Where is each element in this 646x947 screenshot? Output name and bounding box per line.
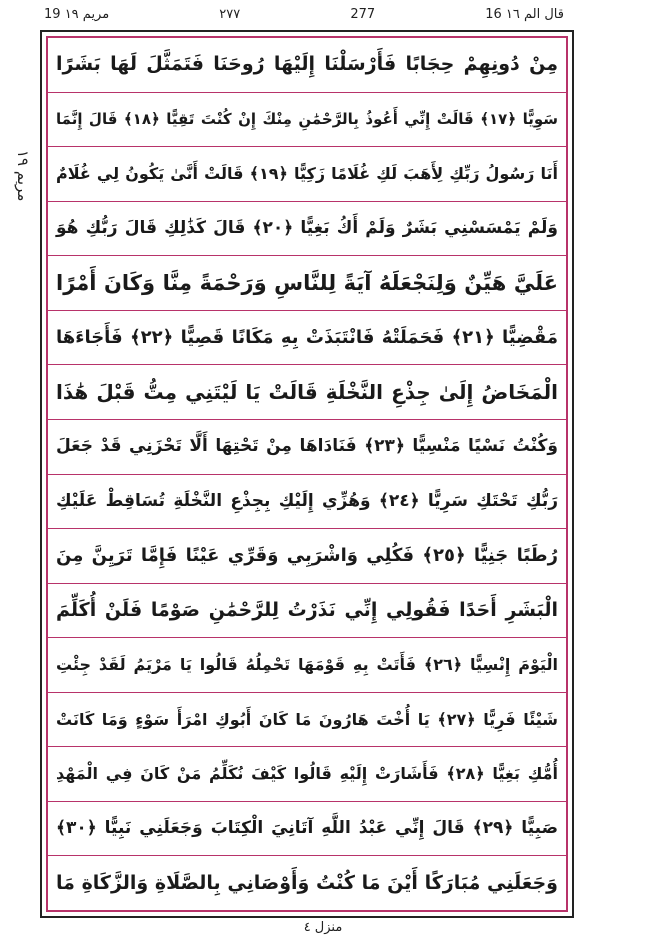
page-footer: منزل ٤ — [303, 920, 343, 935]
side-surah-label: مريم ١٩ — [14, 150, 32, 202]
verse-line — [48, 147, 566, 202]
verse-line-text: شَيْئًا فَرِيًّا ﴿٢٧﴾ يَا أُخْتَ هَارُونَ مَا كَانَ أَبُوكِ امْرَأَ سَوْءٍ وَمَا كَانَتْ — [56, 709, 559, 729]
verse-line — [48, 256, 566, 311]
verse-line-text: الْبَشَرِ أَحَدًا فَقُولِي إِنِّي نَذَرْتُ لِلرَّحْمَٰنِ صَوْمًا فَلَنْ أُكَلِّمَ — [56, 598, 558, 621]
header-surah: 19 مريم ١٩ — [44, 6, 110, 22]
verse-line — [48, 747, 566, 802]
verse-line — [48, 365, 566, 420]
verse-line-text: أَنَا رَسُولُ رَبِّكِ لِأَهَبَ لَكِ غُلَامًا زَكِيًّا ﴿١٩﴾ قَالَتْ أَنَّىٰ يَكُونُ لِي غُلَامٌ — [56, 163, 558, 183]
verse-line — [48, 693, 566, 748]
verse-lines — [48, 38, 566, 910]
verse-line — [48, 475, 566, 530]
verse-line-text: وَكُنْتُ نَسْيًا مَنْسِيًّا ﴿٢٣﴾ فَنَادَاهَا مِنْ تَحْتِهَا أَلَّا تَحْزَنِي قَدْ جَعَلَ — [56, 436, 558, 457]
verse-line — [48, 38, 566, 93]
verse-line — [48, 202, 566, 257]
verse-line-text: وَجَعَلَنِي مُبَارَكًا أَيْنَ مَا كُنْتُ وَأَوْصَانِي بِالصَّلَاةِ وَالزَّكَاةِ مَا — [56, 871, 558, 894]
verse-line-text: مَقْضِيًّا ﴿٢١﴾ فَحَمَلَتْهُ فَانْتَبَذَتْ بِهِ مَكَانًا قَصِيًّا ﴿٢٢﴾ فَأَجَاءَهَا — [56, 326, 558, 348]
verse-line-text: رُطَبًا جَنِيًّا ﴿٢٥﴾ فَكُلِي وَاشْرَبِي وَقَرِّي عَيْنًا فَإِمَّا تَرَيِنَّ مِنَ — [56, 544, 558, 566]
header-juz: 16 قال الم ١٦ — [485, 6, 564, 22]
verse-line — [48, 802, 566, 857]
verse-line-text: صَبِيًّا ﴿٢٩﴾ قَالَ إِنِّي عَبْدُ اللَّهِ آتَانِيَ الْكِتَابَ وَجَعَلَنِي نَبِيًّا ﴿٣٠﴾ — [56, 818, 559, 839]
verse-line — [48, 93, 566, 148]
verse-line-text: عَلَيَّ هَيِّنٌ وَلِنَجْعَلَهُ آيَةً لِلنَّاسِ وَرَحْمَةً مِنَّا وَكَانَ أَمْرًا — [56, 270, 558, 295]
verse-line — [48, 584, 566, 639]
verse-line — [48, 638, 566, 693]
verse-line — [48, 420, 566, 475]
page-header — [44, 2, 564, 26]
header-page-number-arabic: ٢٧٧ — [219, 6, 241, 22]
verse-line-text: الْيَوْمَ إِنْسِيًّا ﴿٢٦﴾ فَأَتَتْ بِهِ قَوْمَهَا تَحْمِلُهُ قَالُوا يَا مَرْيَمُ لَقَدْ جِئْتِ — [56, 654, 558, 674]
verse-line-text: مِنْ دُونِهِمْ حِجَابًا فَأَرْسَلْنَا إِلَيْهَا رُوحَنَا فَتَمَثَّلَ لَهَا بَشَرًا — [56, 53, 558, 76]
verse-line-text: أُمُّكِ بَغِيًّا ﴿٢٨﴾ فَأَشَارَتْ إِلَيْهِ قَالُوا كَيْفَ نُكَلِّمُ مَنْ كَانَ فِي الْمَهْدِ — [56, 764, 558, 784]
verse-line — [48, 311, 566, 366]
verse-line-text: سَوِيًّا ﴿١٧﴾ قَالَتْ إِنِّي أَعُوذُ بِالرَّحْمَٰنِ مِنْكَ إِنْ كُنْتَ تَقِيًّا ﴿١٨﴾ قَالَ إِنَّمَا — [56, 109, 559, 128]
verse-line — [48, 529, 566, 584]
verse-line-text: وَلَمْ يَمْسَسْنِي بَشَرٌ وَلَمْ أَكُ بَغِيًّا ﴿٢٠﴾ قَالَ كَذَٰلِكِ قَالَ رَبُّكِ هُوَ — [56, 217, 558, 238]
verse-line-text: رَبُّكِ تَحْتَكِ سَرِيًّا ﴿٢٤﴾ وَهُزِّي إِلَيْكِ بِجِذْعِ النَّخْلَةِ تُسَاقِطْ عَلَيْكِ — [56, 490, 559, 511]
verse-line — [48, 856, 566, 910]
verse-line-text: الْمَخَاضُ إِلَىٰ جِذْعِ النَّخْلَةِ قَالَتْ يَا لَيْتَنِي مِتُّ قَبْلَ هَٰذَا — [56, 380, 558, 405]
header-page-number: 277 — [350, 6, 376, 22]
